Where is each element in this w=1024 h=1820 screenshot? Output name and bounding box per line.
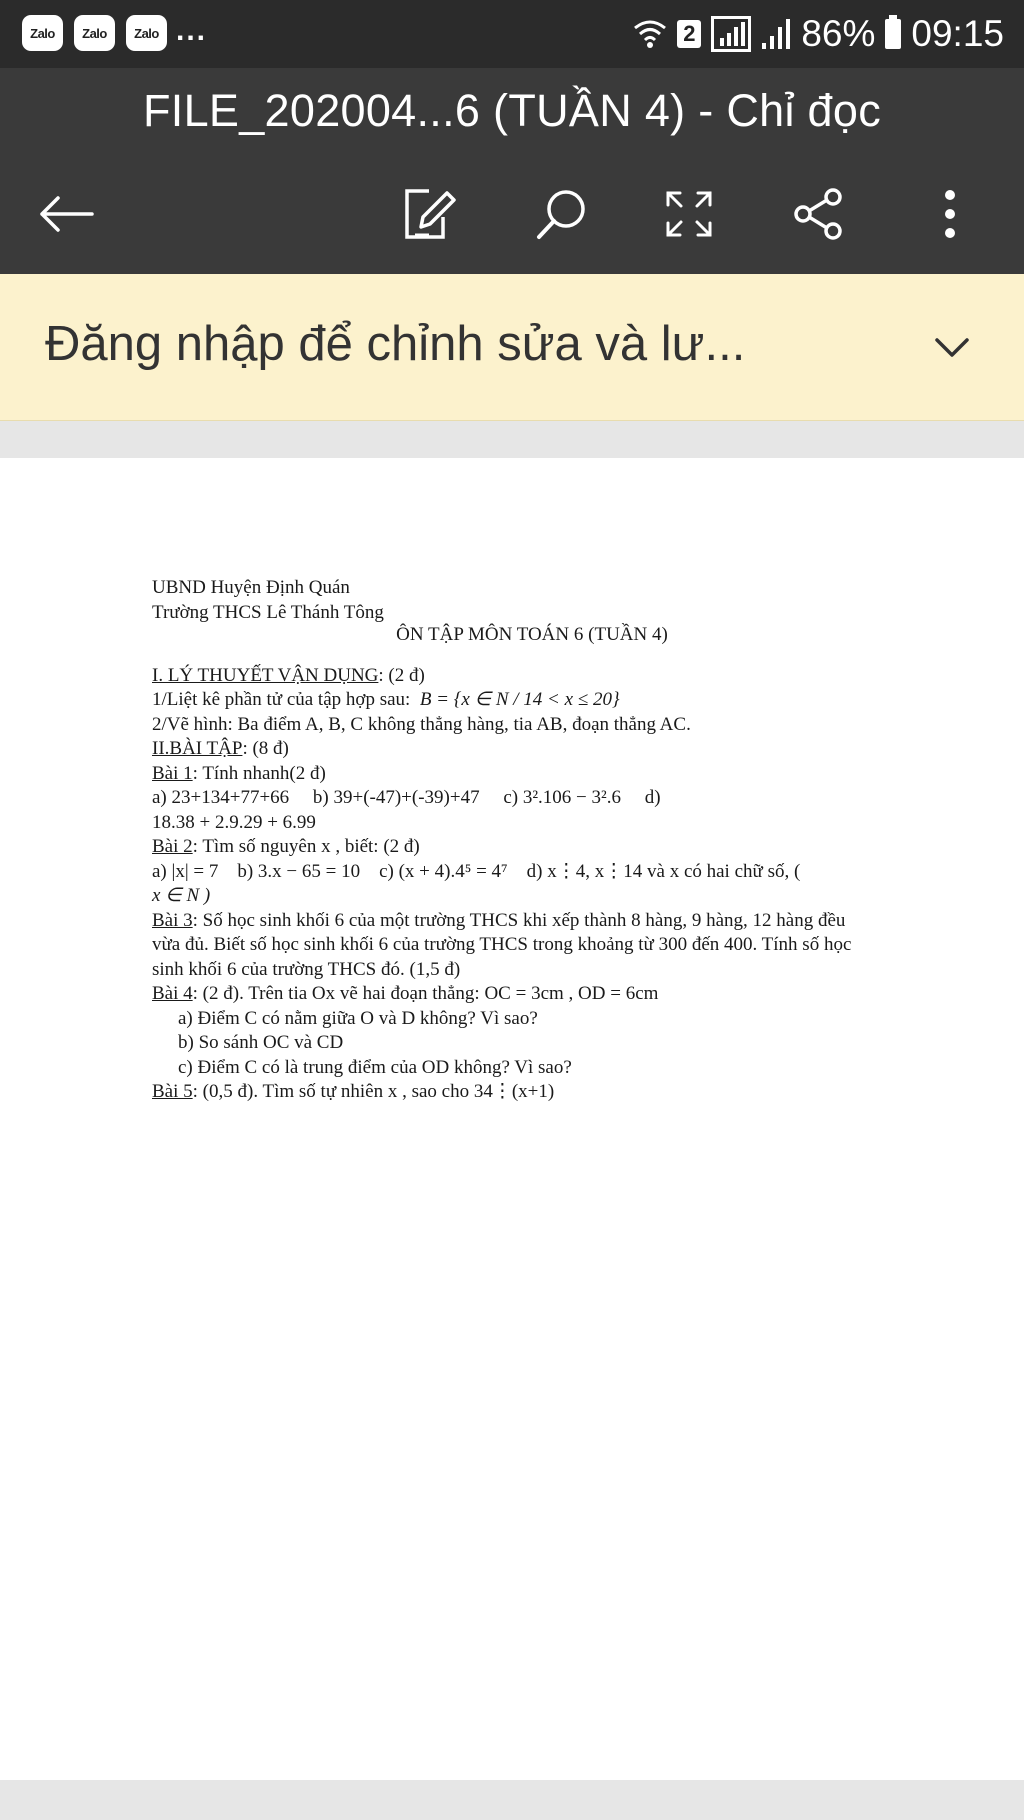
zalo-notification-icon: Zalo [22, 15, 63, 51]
more-vert-icon [940, 187, 960, 241]
expand-banner-button[interactable] [922, 318, 982, 378]
exercise-4-item-c: c) Điểm C có là trung điểm của OD không? Vì sao? [178, 1056, 572, 1078]
document-content [152, 576, 912, 1105]
clock: 09:15 [911, 13, 1004, 54]
battery-percent: 86% [801, 13, 876, 54]
zalo-notification-icon: Zalo [74, 15, 115, 51]
exercise-4-heading: Bài 4: (2 đ). Trên tia Ox vẽ hai đoạn thẳng: OC = 3cm , OD = 6cm [152, 983, 659, 1004]
sim-2-badge: 2 [677, 20, 701, 48]
share-button[interactable] [788, 184, 848, 244]
arrow-left-icon [38, 194, 94, 234]
sign-in-banner-text: Đăng nhập để chỉnh sửa và lư... [45, 317, 746, 371]
fullscreen-icon [664, 189, 714, 239]
chevron-down-icon [934, 337, 970, 359]
back-button[interactable] [36, 184, 96, 244]
exercise-2-heading: Bài 2: Tìm số nguyên x , biết: (2 đ) [152, 836, 420, 857]
exercise-3: Bài 3: Số học sinh khối 6 của một trường THCS khi xếp thành 8 hàng, 9 hàng, 12 hàng đều vừa đủ. Biết số học sinh khối 6 của trường THCS trong khoảng từ 300 đến 400. Tính số học sinh khối 6 của trường THCS đó. (1,5 đ) [152, 909, 852, 980]
share-icon [791, 187, 845, 241]
status-bar [0, 0, 1024, 68]
wifi-icon [633, 16, 667, 52]
question-1: 1/Liệt kê phần tử của tập hợp sau: B = {x ∈ N / 14 < x ≤ 20} [152, 689, 620, 710]
more-options-button[interactable] [920, 184, 980, 244]
document-page[interactable] [0, 458, 1024, 1780]
section-1-heading: I. LÝ THUYẾT VẬN DỤNG: (2 đ) [152, 664, 425, 686]
battery-icon [885, 19, 901, 49]
edit-icon [403, 187, 457, 241]
exercise-1-line-2: 18.38 + 2.9.29 + 6.99 [152, 811, 316, 833]
zalo-notification-icon: Zalo [126, 15, 167, 51]
question-2: 2/Vẽ hình: Ba điểm A, B, C không thẳng hàng, tia AB, đoạn thẳng AC. [152, 713, 691, 735]
exercise-1-heading: Bài 1: Tính nhanh(2 đ) [152, 762, 326, 784]
exercise-5: Bài 5: (0,5 đ). Tìm số tự nhiên x , sao cho 34⋮(x+1) [152, 1081, 555, 1102]
fullscreen-button[interactable] [659, 184, 719, 244]
document-title: FILE_202004...6 (TUẦN 4) - Chỉ đọc [142, 85, 882, 136]
signal-icon [711, 16, 751, 52]
exercise-2-line-2: x ∈ N ) [152, 885, 211, 906]
more-notifications-indicator: ... [176, 14, 208, 47]
section-2-heading: II.BÀI TẬP: (8 đ) [152, 738, 289, 759]
school-line: Trường THCS Lê Thánh Tông [152, 601, 384, 623]
search-icon [535, 187, 589, 241]
edit-button[interactable] [400, 184, 460, 244]
sign-in-banner[interactable] [0, 274, 1024, 421]
exercise-4-item-a: a) Điểm C có nằm giữa O và D không? Vì sao? [178, 1007, 538, 1029]
document-heading: ÔN TẬP MÔN TOÁN 6 (TUẦN 4) [396, 624, 668, 645]
exercise-4-item-b: b) So sánh OC và CD [178, 1032, 344, 1053]
org-line: UBND Huyện Định Quán [152, 577, 350, 598]
signal-icon-2 [761, 16, 791, 52]
title-bar [0, 68, 1024, 154]
exercise-2-line-1: a) |x| = 7 b) 3.x − 65 = 10 c) (x + 4).4⁵ = 4⁷ d) x⋮4, x⋮14 và x có hai chữ số, ( [152, 860, 801, 882]
search-button[interactable] [532, 184, 592, 244]
toolbar [0, 154, 1024, 274]
exercise-1-line-1: a) 23+134+77+66 b) 39+(-47)+(-39)+47 c) 3².106 − 3².6 d) [152, 787, 661, 808]
